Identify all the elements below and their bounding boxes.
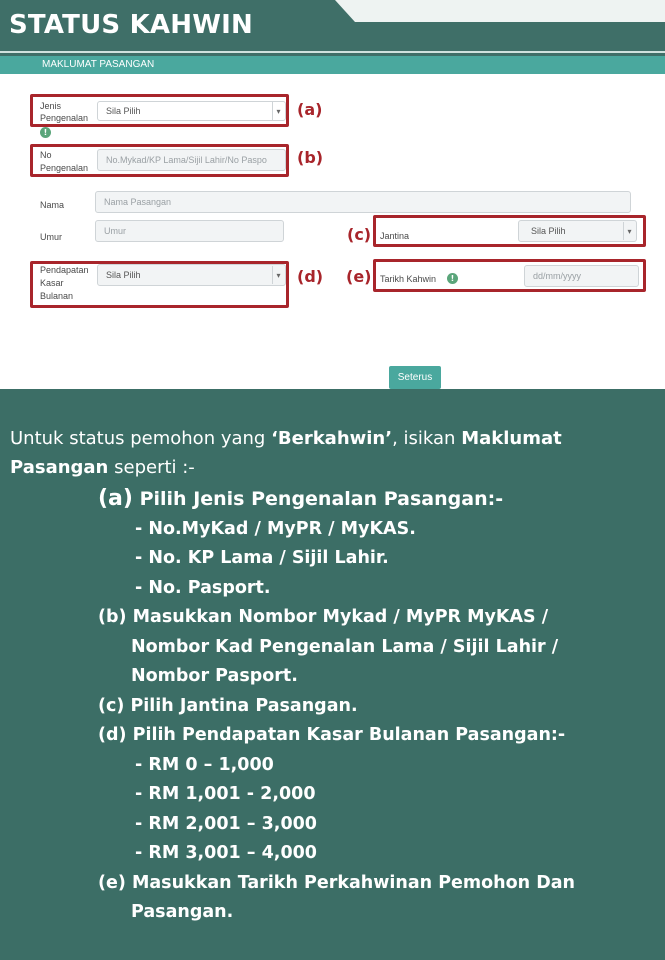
tag-d: (d) [297, 267, 324, 286]
banner-decoration [335, 0, 665, 22]
tag-e: (e) [346, 267, 372, 286]
pendapatan-label-line1: Pendapatan [40, 265, 89, 275]
step-a [98, 484, 658, 515]
info-icon[interactable]: ! [40, 127, 51, 138]
instructions-panel [0, 389, 665, 960]
step-b: (b) Masukkan Nombor Mykad / MyPR MyKAS / [98, 607, 549, 627]
jenis-label-line2: Pengenalan [40, 113, 89, 123]
jenis-pengenalan-value: Sila Pilih [106, 106, 141, 116]
nama-label: Nama [40, 200, 65, 210]
step-d: (d) Pilih Pendapatan Kasar Bulanan Pasangan:- [98, 725, 566, 745]
no-pengenalan-input[interactable] [97, 149, 286, 171]
umur-label: Umur [40, 232, 62, 242]
no-label-line1: No [40, 150, 52, 160]
banner-divider [0, 51, 665, 53]
chevron-down-icon[interactable]: ▾ [272, 266, 284, 284]
info-icon[interactable]: ! [447, 273, 458, 284]
steps-list [98, 484, 658, 928]
jenis-label-line1: Jenis [40, 101, 62, 111]
pendapatan-label-line3: Bulanan [40, 291, 74, 301]
step-d-item: - RM 1,001 - 2,000 [135, 784, 316, 804]
section-title: MAKLUMAT PASANGAN [42, 59, 155, 70]
jenis-pengenalan-select[interactable] [97, 101, 286, 121]
step-b-cont: Nombor Kad Pengenalan Lama / Sijil Lahir / [131, 636, 559, 657]
intro-bold-2: Maklumat Pasangan [10, 428, 562, 478]
step-a-item: - No.MyKad / MyPR / MyKAS. [135, 518, 416, 539]
intro-bold-1: ‘Berkahwin’ [271, 428, 393, 449]
tarikh-placeholder: dd/mm/yyyy [533, 271, 582, 281]
step-a-text: Pilih Jenis Pengenalan Pasangan:- [132, 488, 504, 510]
header-banner [0, 0, 665, 56]
jantina-label: Jantina [380, 231, 410, 241]
step-a-item: - No. KP Lama / Sijil Lahir. [135, 548, 389, 568]
tag-b: (b) [297, 148, 324, 167]
step-d-item: - RM 0 – 1,000 [135, 754, 274, 775]
step-e-cont: Pasangan. [131, 902, 234, 922]
intro-part-1: Untuk status pemohon yang [10, 428, 272, 449]
jantina-select[interactable] [518, 220, 637, 242]
umur-input[interactable] [95, 220, 284, 242]
step-b-cont: Nombor Pasport. [131, 666, 298, 686]
pendapatan-value: Sila Pilih [106, 270, 141, 280]
step-e: (e) Masukkan Tarikh Perkahwinan Pemohon Dan [98, 872, 575, 893]
umur-placeholder: Umur [104, 226, 126, 236]
section-header [0, 56, 665, 74]
intro-part-2: , isikan [392, 428, 462, 449]
step-a-item: - No. Pasport. [135, 577, 271, 598]
seterus-button[interactable]: Seterus [389, 366, 441, 389]
step-d-item: - RM 2,001 – 3,000 [135, 813, 317, 834]
pendapatan-select[interactable] [97, 264, 286, 286]
intro-text [10, 424, 650, 482]
step-d-item: - RM 3,001 – 4,000 [135, 843, 317, 863]
nama-pasangan-placeholder: Nama Pasangan [104, 197, 172, 207]
step-a-letter: (a) [98, 486, 133, 511]
jantina-value: Sila Pilih [531, 226, 566, 236]
nama-pasangan-input[interactable] [95, 191, 631, 213]
chevron-down-icon[interactable]: ▾ [623, 222, 635, 240]
tag-c: (c) [347, 225, 372, 244]
intro-part-3: seperti :- [108, 457, 195, 478]
tag-a: (a) [297, 100, 323, 119]
chevron-down-icon[interactable]: ▾ [272, 102, 284, 120]
step-c: (c) Pilih Jantina Pasangan. [98, 695, 358, 716]
no-label-line2: Pengenalan [40, 163, 89, 173]
no-pengenalan-placeholder: No.Mykad/KP Lama/Sijil Lahir/No Paspo [106, 155, 267, 165]
form-card [0, 56, 665, 389]
tarikh-kahwin-input[interactable] [524, 265, 639, 287]
page-title: STATUS KAHWIN [9, 10, 253, 40]
pendapatan-label-line2: Kasar [40, 278, 64, 288]
tarikh-label: Tarikh Kahwin [380, 274, 437, 284]
